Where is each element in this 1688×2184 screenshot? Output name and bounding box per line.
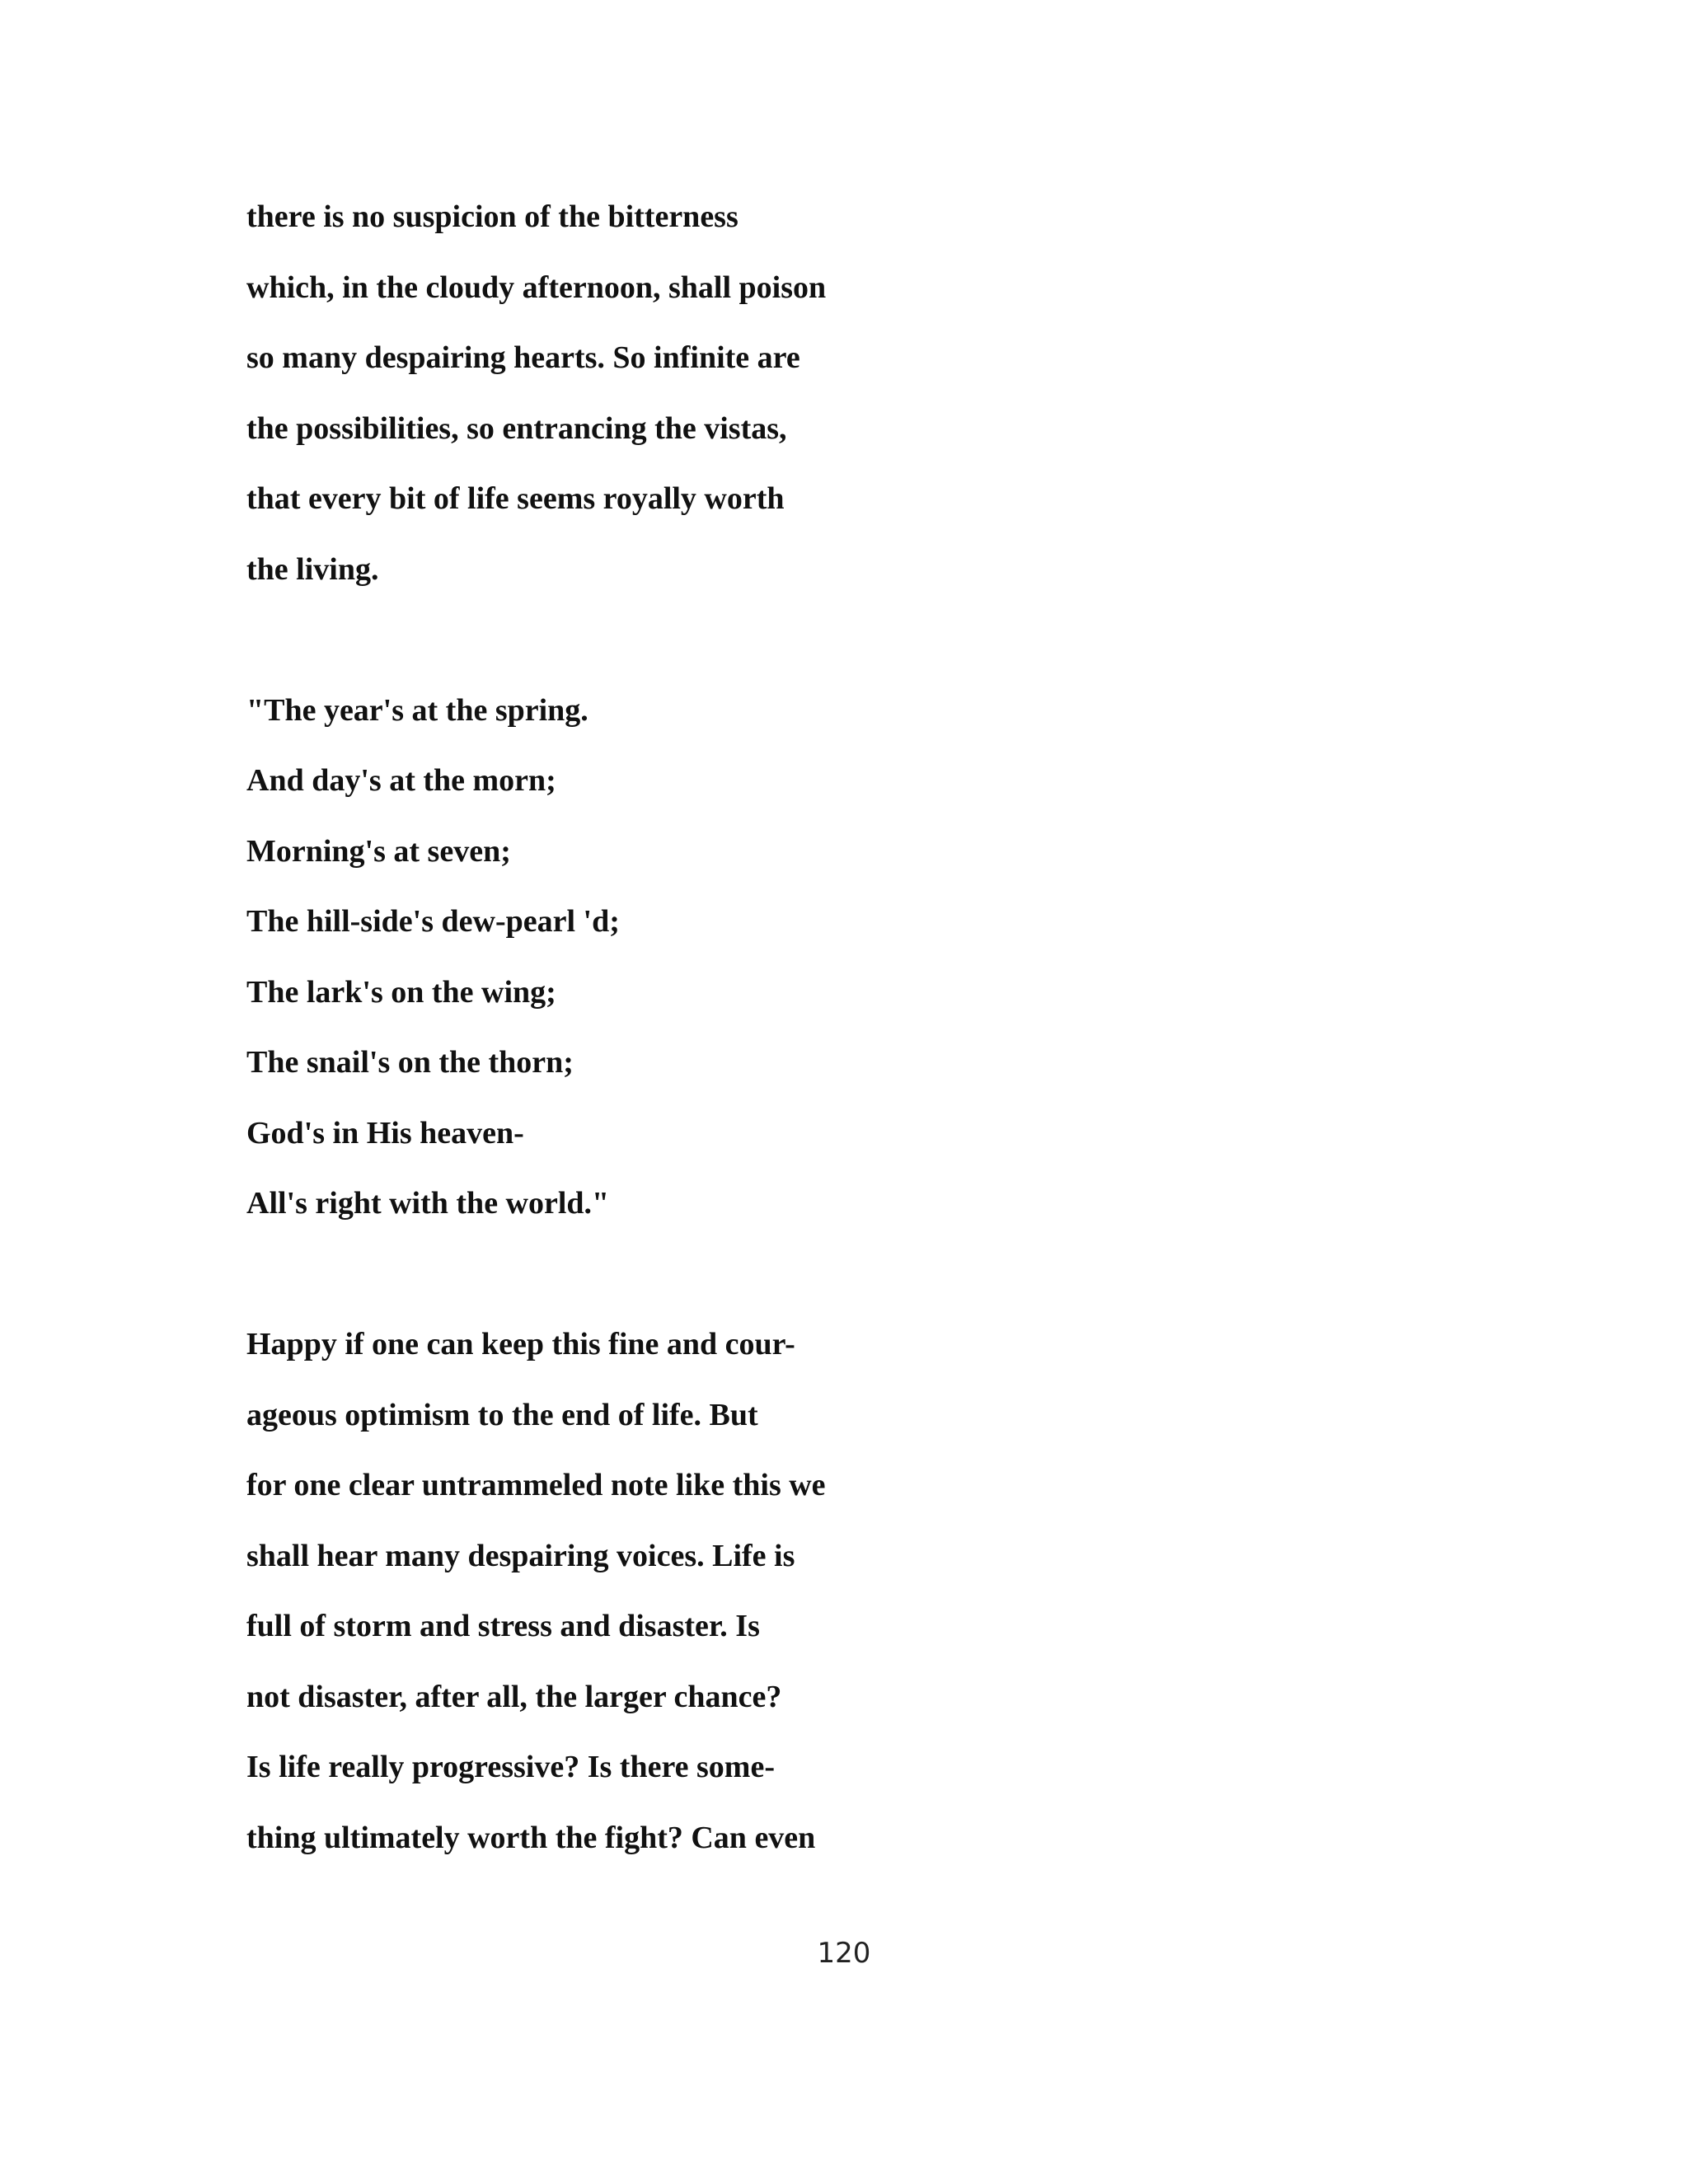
- poem-line: The snail's on the thorn;: [246, 1045, 574, 1080]
- text-line: ageous optimism to the end of life. But: [246, 1397, 758, 1432]
- text-line: shall hear many despairing voices. Life is: [246, 1538, 795, 1573]
- text-line: that every bit of life seems royally worth: [246, 481, 785, 516]
- poem-line: And day's at the morn;: [246, 763, 556, 798]
- text-line: for one clear untrammeled note like this we: [246, 1468, 826, 1502]
- poem-quote: [246, 682, 1483, 1245]
- text-line: the possibilities, so entrancing the vistas,: [246, 410, 787, 446]
- poem-line: The hill-side's dew-pearl 'd;: [246, 904, 620, 939]
- text-line: which, in the cloudy afternoon, shall poison: [246, 269, 827, 305]
- text-line: the living.: [246, 551, 379, 587]
- paragraph-gap: [246, 1245, 1483, 1316]
- poem-line: God's in His heaven-: [246, 1115, 524, 1151]
- paragraph-gap: [246, 611, 1483, 682]
- poem-line: All's right with the world.": [246, 1186, 610, 1221]
- poem-line: Morning's at seven;: [246, 833, 511, 869]
- text-line: not disaster, after all, the larger chance?: [246, 1679, 782, 1714]
- poem-line: The lark's on the wing;: [246, 974, 556, 1010]
- poem-line: "The year's at the spring.: [246, 692, 588, 728]
- text-line: so many despairing hearts. So infinite are: [246, 340, 800, 375]
- text-line: thing ultimately worth the fight? Can even: [246, 1820, 816, 1855]
- text-line: there is no suspicion of the bitterness: [246, 199, 738, 234]
- paragraph-1: [246, 188, 1483, 611]
- text-line: full of storm and stress and disaster. Is: [246, 1609, 760, 1643]
- page-number: 120: [817, 1937, 871, 1970]
- text-line: Happy if one can keep this fine and cour-: [246, 1327, 795, 1361]
- body-text: [246, 188, 1483, 1879]
- text-line: Is life really progressive? Is there some-: [246, 1750, 775, 1784]
- paragraph-2: [246, 1315, 1483, 1879]
